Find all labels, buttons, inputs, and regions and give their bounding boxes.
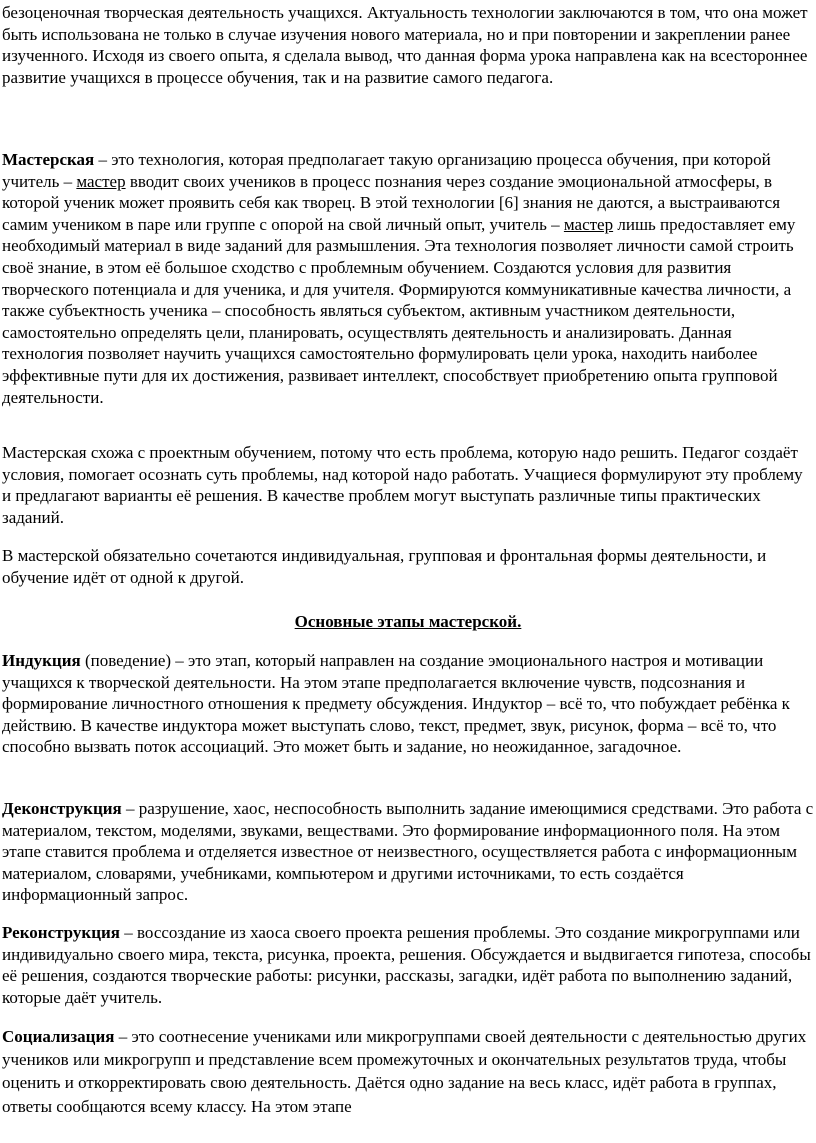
term-workshop: Мастерская [2,150,95,169]
paragraph-socialization [2,1025,814,1118]
paragraph-forms: В мастерской обязательно сочетаются индивидуальная, групповая и фронтальная формы деятельности, и обучение идёт от одной к другой. [2,546,767,587]
paragraph-project-learning: Мастерская схожа с проектным обучением, потому что есть проблема, которую надо решить. Педагог создаёт условия, помогает осознать суть проблемы, над которой надо работать. Учащиеся формулируют эту проблему и предлагают варианты её решения. В качестве проблем могут выступать различные типы практических заданий. [2,443,803,527]
socialization-text: – это соотнесение учениками или микрогруппами своей деятельности с деятельностью других учеников или микрогрупп и представление всем промежуточных и окончательных результатов труда, чтобы оценить и откорректировать свою деятельность. Даётся одно задание на весь класс, идёт работа в группах, ответы сообщаются всему классу. На этом этапе [2,1027,807,1116]
paragraph-intro: безоценочная творческая деятельность учащихся. Актуальность технологии заключаются в том, что она может быть использована не только в случае изучения нового материала, но и при повторении и закреплении ранее изученного. Исходя из своего опыта, я сделала вывод, что данная форма урока направлена как на всестороннее развитие учащихся в процессе обучения, так и на развитие самого педагога. [2,3,808,87]
workshop-text-3: лишь предоставляет ему необходимый материал в виде заданий для размышления. Эта технология позволяет личности самой строить своё знание, в этом её большое сходство с проблемным обучением. Создаются условия для развития творческого потенциала и для ученика, и для учителя. Формируются коммуникативные качества личности, а также субъектность ученика – способность являться субъектом, активным участником деятельности, самостоятельно определять цели, планировать, осуществлять деятельность и анализировать. Данная технология позволяет научить учащихся самостоятельно формулировать цели урока, находить наиболее эффективные пути для их достижения, развивает интеллект, способствует приобретению опыта групповой деятельности. [2,214,796,407]
reconstruction-text: – воссоздание из хаоса своего проекта решения проблемы. Это создание микрогруппами или индивидуально своего мира, текста, рисунка, проекта, решения. Обсуждается и выдвигается гипотеза, способы её решения, создаются творческие работы: рисунки, рассказы, загадки, идёт работа по выполнению заданий, которые даёт учитель. [2,923,811,1007]
master-link-2[interactable]: мастер [563,214,614,234]
workshop-text-2: вводит своих учеников в процесс познания через создание эмоциональной атмосферы, в которой ученик может проявить себя как творец. В этой технологии [6] знания не даются, а выстраиваются самим учеником в паре или группе с опорой на свой личный опыт, учитель – [2,171,781,234]
deconstruction-text: – разрушение, хаос, неспособность выполнить задание имеющимися средствами. Это работа с материалом, текстом, моделями, звуками, веществами. Это формирование информационного поля. На этом этапе ставится проблема и отделяется известное от неизвестного, осуществляется работа с информационным материалом, словарями, учебниками, компьютером и другими источниками, то есть создаётся информационный запрос. [2,799,814,905]
induction-text: (поведение) – это этап, который направлен на создание эмоционального настроя и мотивации учащихся к творческой деятельности. На этом этапе предполагается включение чувств, подсознания и формирование личностного отношения к предмету обсуждения. Индуктор – всё то, что побуждает ребёнка к действию. В качестве индуктора может выступать слово, текст, предмет, звук, рисунок, форма – всё то, что способно вызвать поток ассоциаций. Это может быть и задание, но неожиданное, загадочное. [2,651,790,757]
master-link-1[interactable]: мастер [76,171,126,191]
paragraph-workshop-definition [2,149,814,408]
term-induction: Индукция [2,651,81,670]
section-heading: Основные этапы мастерской. [294,612,522,631]
paragraph-reconstruction [2,922,814,1008]
term-socialization: Социализация [2,1027,115,1046]
paragraph-deconstruction [2,798,814,906]
term-reconstruction: Реконструкция [2,923,120,942]
workshop-text-1: – это технология, которая предполагает такую организацию процесса обучения, при которой учитель – [2,150,771,191]
term-deconstruction: Деконструкция [2,799,122,818]
paragraph-induction [2,650,814,758]
